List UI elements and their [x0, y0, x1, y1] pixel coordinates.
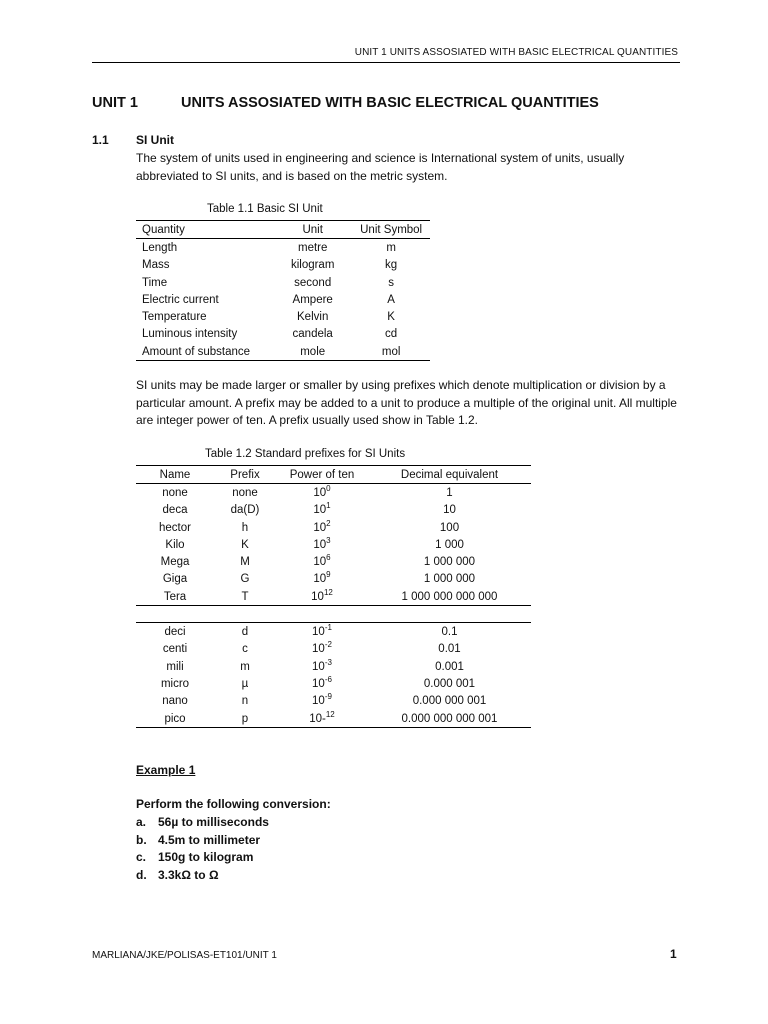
list-item-label: c. — [136, 850, 147, 865]
table1-cell: s — [388, 276, 394, 289]
decimal-equivalent-cell: 1 000 — [435, 538, 464, 551]
power-of-ten-cell — [276, 658, 368, 675]
power-base: 10 — [312, 660, 325, 673]
table-row — [136, 675, 531, 692]
list-item — [136, 849, 269, 867]
prefix-name-cell: micro — [160, 677, 190, 690]
table-row — [136, 658, 531, 675]
separator-cell — [368, 606, 531, 623]
prefix-symbol-cell: G — [240, 573, 250, 586]
prefix-symbol-cell: K — [241, 538, 249, 551]
power-exponent: -3 — [324, 657, 332, 667]
decimal-equivalent-cell: 0.1 — [441, 626, 458, 639]
prefix-name-cell: hector — [159, 521, 191, 534]
prefix-name-cell: mili — [166, 660, 184, 673]
prefix-symbol-cell: m — [240, 660, 250, 673]
prefix-name-cell: none — [162, 486, 188, 499]
prefix-symbol-cell: none — [232, 486, 258, 499]
example-heading: Example 1 — [136, 763, 196, 777]
table-row — [136, 308, 430, 325]
unit-title — [92, 95, 599, 111]
power-of-ten-cell — [276, 675, 368, 692]
table-row — [136, 536, 531, 553]
table-row — [136, 519, 531, 536]
table1-header-quantity: Quantity — [136, 221, 273, 239]
decimal-equivalent-cell: 0.01 — [438, 643, 461, 656]
list-item — [136, 867, 269, 885]
table1-cell: m — [386, 241, 396, 254]
power-exponent: -9 — [324, 692, 332, 702]
table-row — [136, 588, 531, 606]
table1-cell: A — [387, 293, 395, 306]
power-base: 10 — [311, 590, 324, 603]
power-exponent: 2 — [326, 518, 331, 528]
list-item-text: 3.3kΩ to Ω — [158, 867, 219, 882]
decimal-equivalent-cell: 0.001 — [435, 660, 464, 673]
section-number: 1.1 — [92, 133, 109, 147]
table-row — [136, 502, 531, 519]
table2-header-decimal: Decimal equivalent — [368, 466, 531, 484]
power-exponent: 12 — [325, 709, 335, 719]
table-row — [136, 343, 430, 361]
unit-title-text: UNITS ASSOSIATED WITH BASIC ELECTRICAL QUANTITIES — [181, 95, 599, 111]
table1-cell: metre — [297, 241, 328, 254]
decimal-equivalent-cell: 0.000 000 000 001 — [368, 710, 531, 728]
list-item-label: b. — [136, 832, 147, 847]
prefix-symbol-cell: µ — [241, 677, 249, 690]
table1-header-row — [136, 221, 430, 239]
decimal-equivalent-cell: 1 000 000 — [423, 556, 476, 569]
power-of-ten-cell — [276, 710, 368, 728]
decimal-equivalent-cell: 1 000 000 000 000 — [368, 588, 531, 606]
decimal-equivalent-cell: 100 — [439, 521, 460, 534]
separator-cell — [214, 606, 276, 623]
si-prefix-table — [136, 465, 531, 728]
table1-cell: candela — [292, 328, 333, 341]
power-exponent: -1 — [324, 623, 332, 633]
table1-cell: mol — [381, 345, 401, 358]
prefix-symbol-cell: h — [241, 521, 249, 534]
prefix-paragraph: SI units may be made larger or smaller by using prefixes which denote multiplication or division by a particular amount. A prefix may be added to a unit to produce a multiple of the original unit. All multiple are integer power of ten. A prefix usually used show in Table 1.2. — [136, 378, 677, 427]
power-of-ten-cell — [276, 536, 368, 553]
decimal-equivalent-cell: 1 000 000 — [423, 573, 476, 586]
list-item-text: 150g to kilogram — [158, 850, 254, 865]
table-row — [136, 641, 531, 658]
prefix-symbol-cell: d — [241, 626, 249, 639]
power-base: 10 — [312, 695, 325, 708]
header-rule — [92, 62, 680, 63]
list-item-label: a. — [136, 815, 147, 829]
power-base: 10 — [313, 556, 327, 569]
table1-body — [136, 239, 430, 361]
power-base: 10- — [309, 712, 326, 725]
table-row — [136, 291, 430, 308]
table1-cell: Electric current — [142, 293, 219, 306]
table1-caption: Table 1.1 Basic SI Unit — [207, 203, 323, 215]
footer-text: MARLIANA/JKE/POLISAS-ET101/UNIT 1 — [92, 950, 277, 961]
prefix-name-cell: Tera — [136, 588, 214, 606]
table2-header-prefix: Prefix — [214, 466, 276, 484]
power-exponent: 12 — [323, 587, 333, 597]
table-row — [136, 710, 531, 728]
table1-cell: Ampere — [292, 293, 333, 306]
table-row — [136, 571, 531, 588]
intro-paragraph: The system of units used in engineering and science is International system of units, usually abbreviated to SI units, and is based on the metric system. — [136, 151, 625, 183]
table-separator-row — [136, 606, 531, 623]
example-instruction: Perform the following conversion: — [136, 797, 331, 811]
table-row — [136, 484, 531, 502]
decimal-equivalent-cell: 0.000 000 001 — [412, 695, 487, 708]
section-title: SI Unit — [136, 133, 174, 147]
power-base: 10 — [313, 504, 327, 517]
prefix-symbol-cell: p — [214, 710, 276, 728]
power-of-ten-cell — [276, 571, 368, 588]
separator-cell — [276, 606, 368, 623]
power-of-ten-cell — [276, 519, 368, 536]
table-row — [136, 239, 430, 257]
table1-header-symbol: Unit Symbol — [352, 221, 430, 239]
table2-header-name: Name — [136, 466, 214, 484]
decimal-equivalent-cell: 10 — [443, 504, 456, 517]
separator-cell — [136, 606, 214, 623]
table1-cell: K — [387, 311, 395, 324]
list-item — [136, 814, 269, 832]
prefix-name-cell: Kilo — [165, 538, 185, 551]
prefix-name-cell: centi — [162, 643, 188, 656]
table1-cell: kg — [385, 259, 398, 272]
table1-cell: Temperature — [142, 311, 207, 324]
prefix-symbol-cell: c — [242, 643, 248, 656]
unit-number: UNIT 1 — [92, 95, 138, 111]
list-item-label: d. — [136, 867, 147, 882]
table-row — [136, 553, 531, 570]
table1-cell: Mass — [142, 259, 170, 272]
table-row — [136, 257, 430, 274]
list-item-text: 4.5m to millimeter — [158, 832, 261, 847]
power-exponent: -6 — [324, 675, 332, 685]
table1-cell: second — [294, 276, 332, 289]
table1-header-unit: Unit — [273, 221, 352, 239]
decimal-equivalent-cell: 0.000 001 — [423, 677, 476, 690]
prefix-name-cell: Mega — [160, 556, 190, 569]
power-exponent: 0 — [326, 484, 331, 494]
table-row — [136, 326, 430, 343]
table1-cell: Time — [142, 276, 168, 289]
power-of-ten-cell — [276, 502, 368, 519]
list-item — [136, 832, 269, 850]
table1-cell: Amount of substance — [142, 345, 251, 358]
decimal-equivalent-cell: 1 — [446, 486, 453, 499]
table1-cell: kilogram — [290, 259, 335, 272]
prefix-symbol-cell: T — [214, 588, 276, 606]
table-row — [136, 274, 430, 291]
power-of-ten-cell — [276, 588, 368, 606]
power-of-ten-cell — [276, 693, 368, 710]
table2-caption: Table 1.2 Standard prefixes for SI Units — [205, 448, 406, 460]
prefix-name-cell: pico — [136, 710, 214, 728]
power-of-ten-cell — [276, 623, 368, 641]
table1-cell: Kelvin — [297, 311, 329, 324]
power-of-ten-cell — [276, 553, 368, 570]
prefix-symbol-cell: M — [240, 556, 250, 569]
power-exponent: 1 — [326, 501, 331, 511]
prefix-name-cell: Giga — [162, 573, 188, 586]
power-base: 10 — [312, 677, 325, 690]
power-of-ten-cell — [276, 641, 368, 658]
prefix-symbol-cell: n — [241, 695, 249, 708]
power-exponent: 6 — [326, 553, 331, 563]
prefix-name-cell: deci — [164, 626, 186, 639]
table1-cell: Luminous intensity — [142, 328, 238, 341]
list-item-text: 56µ to milliseconds — [158, 815, 269, 829]
power-exponent: 9 — [326, 570, 331, 580]
power-exponent: -2 — [324, 640, 332, 650]
power-base: 10 — [312, 643, 325, 656]
power-exponent: 3 — [326, 536, 331, 545]
table1-cell: Length — [142, 241, 178, 254]
power-base: 10 — [313, 521, 327, 534]
basic-si-unit-table — [136, 220, 430, 361]
table2-body — [136, 484, 531, 728]
prefix-name-cell: deca — [162, 504, 188, 517]
prefix-symbol-cell: da(D) — [230, 504, 260, 517]
table2-header-row — [136, 466, 531, 484]
prefix-name-cell: nano — [162, 695, 188, 708]
table1-cell: cd — [385, 328, 398, 341]
page-number: 1 — [670, 947, 677, 961]
table2-header-power: Power of ten — [276, 466, 368, 484]
running-header: UNIT 1 UNITS ASSOSIATED WITH BASIC ELECTRICAL QUANTITIES — [354, 47, 678, 58]
example-list — [136, 814, 269, 884]
power-base: 10 — [313, 538, 327, 551]
power-base: 10 — [313, 486, 327, 499]
table-row — [136, 693, 531, 710]
power-base: 10 — [313, 573, 327, 586]
power-base: 10 — [312, 626, 325, 639]
table-row — [136, 623, 531, 641]
power-of-ten-cell — [276, 484, 368, 502]
table1-cell: mole — [300, 345, 326, 358]
